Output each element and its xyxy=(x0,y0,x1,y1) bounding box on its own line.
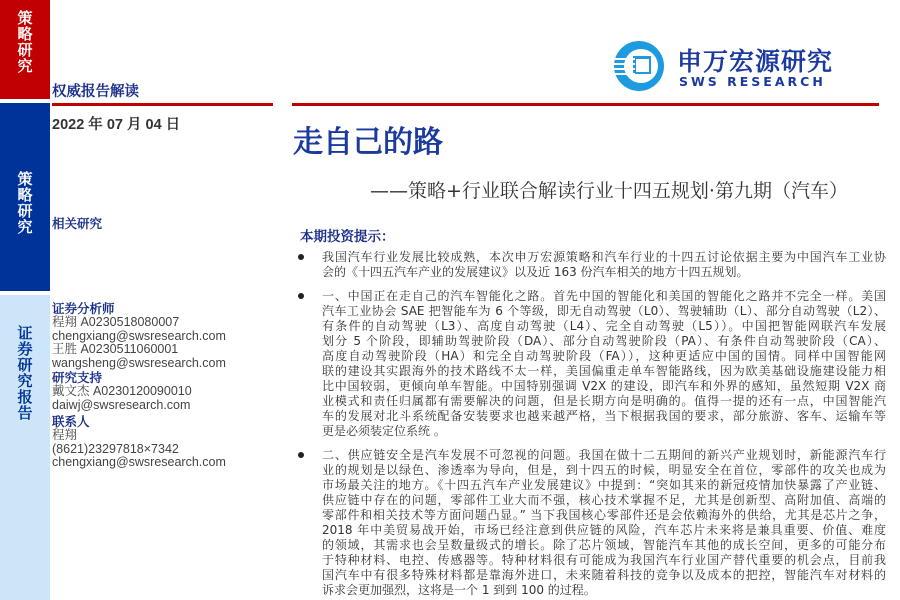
paragraph-line: 更是必须装定位系统 。 xyxy=(322,424,446,438)
paragraph-line: 我国汽车行业发展比较成熟，本次申万宏源策略和汽车行业的十四五讨论依据主要为中国汽车工业协 xyxy=(322,250,886,264)
bullet-icon xyxy=(298,452,304,458)
page-title: 走自己的路 xyxy=(293,125,443,160)
paragraph-line: 2018 年中美贸易战开始，市场已经注意到供应链的风险，汽车芯片未来将是兼具重要、价值、难度 xyxy=(322,523,886,537)
paragraph-line: 二、供应链安全是汽车发展不可忽视的问题。我国在做十二五期间的新兴产业规划时，新能源汽车行 xyxy=(322,448,886,462)
paragraph-line: 业模式和责任归属都有需要解决的问题，但是长期方向是明确的。值得一提的还有一点，中国智能汽 xyxy=(322,394,886,408)
paragraph-line: 有条件的自动驾驶（L3）、高度自动驾驶（L4）、完全自动驾驶（L5））。中国把智能网联汽车发展 xyxy=(322,319,886,333)
sws-logo xyxy=(613,40,873,90)
support-heading: 研究支持 xyxy=(52,371,103,385)
support-email[interactable]: daiwj@swsresearch.com xyxy=(52,397,191,412)
bullet-icon xyxy=(298,293,304,299)
logo-cn: 申万宏源研究 xyxy=(677,47,834,76)
bullet-paragraph xyxy=(298,289,886,439)
paragraph-line: 于特种材料、电控、传感器等。特种材料很有可能成为我国汽车行业国产替代重要的机会点，目前我 xyxy=(322,553,886,567)
page-subtitle: ——策略+行业联合解读行业十四五规划·第九期（汽车） xyxy=(370,180,848,202)
logo-en: SWS RESEARCH xyxy=(679,74,826,89)
paragraph-line: 供应链中存在的问题，零部件工业大而不强，核心技术掌握不足，尤其是创新型、高附加值、高端的 xyxy=(322,493,886,507)
report-category: 权威报告解读 xyxy=(52,84,139,100)
paragraph-line: 诉求会更加强烈，这将是一个 1 到到 100 的过程。 xyxy=(322,583,596,597)
paragraph-line: 比中国较弱，更倾向单车智能。中国特别强调 V2X 的建设，即汽车和外界的感知，虽然短期 V2X 商 xyxy=(322,379,886,393)
paragraph-line: 划分 5 个阶段，即辅助驾驶阶段（DA）、部分自动驾驶阶段（PA）、有条件自动驾驶阶段（CA）、 xyxy=(322,334,886,348)
paragraph-line: 一、中国正在走自己的汽车智能化之路。首先中国的智能化和美国的智能化之路并不完全一样。美国 xyxy=(322,289,886,303)
support-line: 戴文杰 A0230120090010 xyxy=(52,384,192,398)
paragraph-line: 会的《十四五汽车产业的发展建议》以及近 163 份汽车相关的地方十四五规划。 xyxy=(322,265,749,279)
paragraph-line: 高度自动驾驶阶段（HA）和完全自动驾驶阶段（FA）），这种更适应中国的国情。同样中国智能网 xyxy=(322,349,886,363)
side-label-strategy: 策 略 研 究 xyxy=(0,0,50,99)
side-label-report: 证 券 研 究 报 告 xyxy=(0,295,50,600)
divider xyxy=(52,103,273,106)
bullet-paragraph xyxy=(298,448,886,598)
paragraph-line: 汽车工业协会 SAE 把智能车为 6 个等级，即无自动驾驶（L0）、驾驶辅助（L）、部分自动驾驶（L2）、 xyxy=(322,304,886,318)
analyst-heading: 证券分析师 xyxy=(52,302,115,316)
contact-heading: 联系人 xyxy=(52,415,90,429)
paragraph-line: 零部件和相关技术等方面问题凸显。” 当下我国核心零部件还是会依赖海外的供给，尤其是芯片之争， xyxy=(322,508,886,522)
paragraph-line: 车的发展对北斗系统配备安装要求也越来越严格，当下根据我国的要求，部分旅游、客车、运输车等 xyxy=(322,409,886,423)
analyst-email[interactable]: chengxiang@swsresearch.com xyxy=(52,328,226,343)
related-research[interactable]: 相关研究 xyxy=(52,217,103,231)
contact-email[interactable]: chengxiang@swsresearch.com xyxy=(52,455,226,469)
analyst-block xyxy=(52,302,226,470)
report-date: 2022 年 07 月 04 日 xyxy=(52,117,181,133)
logo-emblem-icon xyxy=(613,40,665,92)
bullet-icon xyxy=(298,254,304,260)
analyst-line: 王胜 A0230511060001 xyxy=(52,342,179,356)
tip-heading: 本期投资提示： xyxy=(300,229,395,245)
contact-phone: (8621)23297818×7342 xyxy=(52,441,179,456)
contact-name: 程翔 xyxy=(52,428,78,442)
bullet-paragraph xyxy=(298,250,886,280)
paragraph-line: 国汽车中有很多特殊材料都是靠海外进口，未来随着科技的竞争以及成本的把控，智能汽车对材料的 xyxy=(322,568,886,582)
analyst-email[interactable]: wangsheng@swsresearch.com xyxy=(52,355,226,370)
paragraph-line: 市场最关注的地方。《十四五汽车产业发展建议》中提到：“突如其来的新冠疫情加快暴露了产业链、 xyxy=(322,478,886,492)
paragraph-line: 业的规划是以绿色、渗透率为导向，但是，到十四五的时候，明显安全在首位，零部件的攻关也成为 xyxy=(322,463,886,477)
analyst-line: 程翔 A0230518080007 xyxy=(52,315,180,329)
divider xyxy=(292,103,879,106)
paragraph-line: 的领域，其需求也会呈数量级式的增长。除了芯片领域，智能汽车其他的成长空间，更多的可能分布 xyxy=(322,538,886,552)
paragraph-line: 联的建设其实跟海外的技术路线不太一样，美国偏重走单车智能路线，因为欧美基础设施建设能力相 xyxy=(322,364,886,378)
side-label-strategy-2: 策 略 研 究 xyxy=(0,103,50,291)
